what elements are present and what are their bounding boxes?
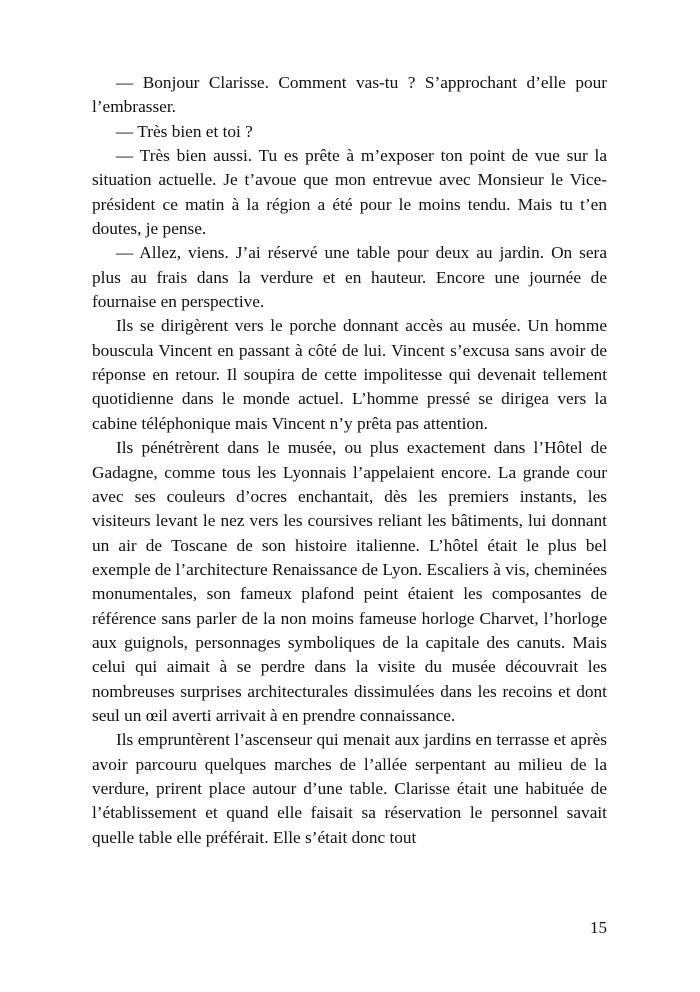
body-text [92,71,607,850]
paragraph-greeting: — Bonjour Clarisse. Comment vas-tu ? S’approchant d’elle pour l’embrasser. [92,73,607,117]
paragraph-invitation: — Allez, viens. J’ai réservé une table pour deux au jardin. On sera plus au frais dans la verdure et en hauteur. Encore une journée de fournaise en perspective. [92,243,607,312]
paragraph-situation: — Très bien aussi. Tu es prête à m’exposer ton point de vue sur la situation actuelle. Je t’avoue que mon entrevue avec Monsieur le Vice-président ce matin à la région a été pour le moins tendu. Mais tu t’en doutes, je pense. [92,146,607,239]
paragraph-garden: Ils empruntèrent l’ascenseur qui menait aux jardins en terrasse et après avoir parcouru quelques marches de l’allée serpentant au milieu de la verdure, prirent place autour d’une table. Clarisse était une habituée de l’établissement et quand elle faisait sa réservation le personnel savait quelle table elle préférait. Elle s’était donc tout [92,730,607,847]
page-number: 15 [590,918,607,937]
paragraph-museum: Ils pénétrèrent dans le musée, ou plus exactement dans l’Hôtel de Gadagne, comme tous les Lyonnais l’appelaient encore. La grande cour avec ses couleurs d’ocres enchantait, dès les premiers instants, les visiteurs levant le nez vers les coursives reliant les bâtiments, lui donnant un air de Toscane de son histoire italienne. L’hôtel était le plus bel exemple de l’architecture Renaissance de Lyon. Escaliers à vis, cheminées monumentales, son fameux plafond peint étaient les composantes de référence sans parler de la non moins fameuse horloge Charvet, l’horloge aux guignols, personnages symboliques de la capitale des canuts. Mais celui qui aimait à se perdre dans la visite du musée découvrait les nombreuses surprises architecturales dissimulées dans les recoins et dont seul un œil averti arrivait à en prendre connaissance. [92,438,607,725]
paragraph-porch: Ils se dirigèrent vers le porche donnant accès au musée. Un homme bouscula Vincent en passant à côté de lui. Vincent s’excusa sans avoir de réponse en retour. Il soupira de cette impolitesse qui devenait tellement quotidienne dans le monde actuel. L’homme pressé se dirigea vers la cabine téléphonique mais Vincent n’y prêta pas attention. [92,316,607,433]
paragraph-reply: — Très bien et toi ? [116,121,253,141]
